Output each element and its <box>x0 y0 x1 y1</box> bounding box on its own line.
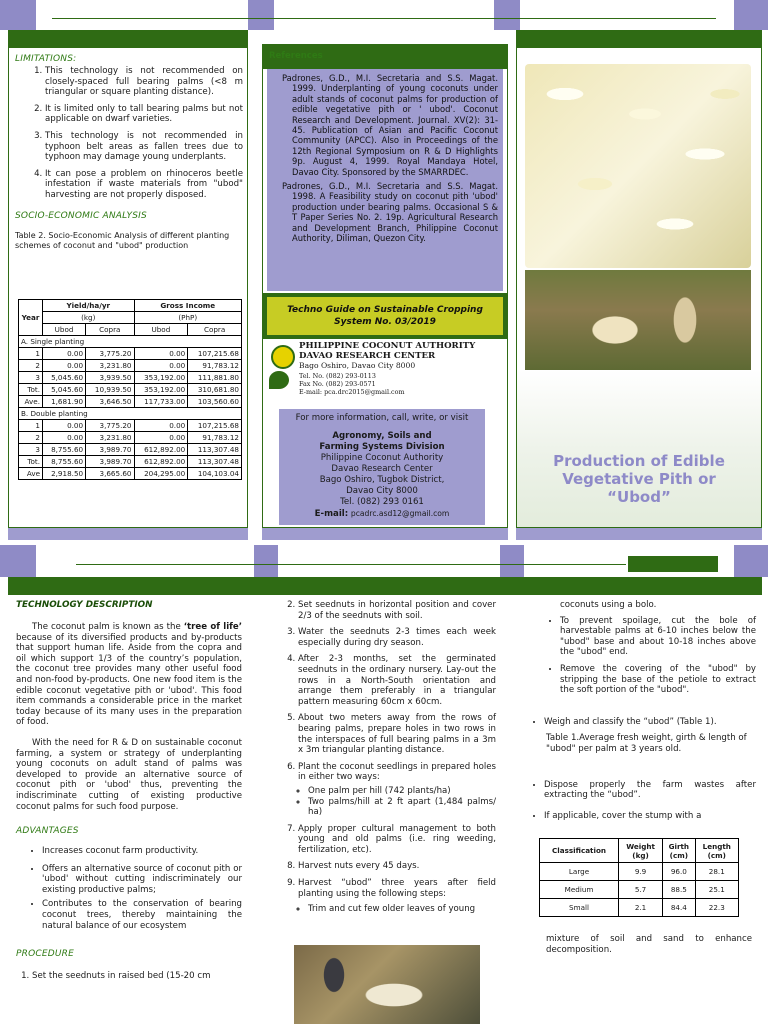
top-bottom-strip-right <box>516 528 762 540</box>
tech-p1-a: The coconut palm is known as the <box>32 622 184 632</box>
contact-division: Farming Systems Division <box>319 442 445 452</box>
table-cell: 3 <box>19 372 43 384</box>
table-cell: 113,307.48 <box>188 444 242 456</box>
table-row <box>19 456 242 468</box>
top-mid-strip2 <box>494 0 520 30</box>
table-cell: Tot. <box>19 384 43 396</box>
col-income-unit: (PhP) <box>134 312 241 324</box>
table-cell: 204,295.00 <box>134 468 188 480</box>
advantages-list <box>16 846 242 931</box>
reference-item: Padrones, G.D., M.I. Secretaria and S.S. Magat. 1999. Underplanting of young coconuts under adult stands of coconut palms for production of edible vegetative pith or ' ubod'. Coconut Research and Development. Journal. XV(2): 31-45. Publication of Asian and Pacific Coconut Community (APCC). Also in Proceedings of the 12th Regional Symposium on R & D Highlights 9p. August 4, 1999. Royal Mandaya Hotel, Davao City. Sponsored by the SMARRDEC. <box>282 73 498 177</box>
classification-rows <box>540 863 739 917</box>
table-cell: 3,775.20 <box>86 420 134 432</box>
step-item: 4. After 2-3 months, set the germinated seednuts in the ordinary nursery. Lay-out the rows in a North-South orientation and arrange them preferably in a triangular pattern measuring 60cm x 60cm. <box>298 654 496 707</box>
sub-header: Copra <box>188 324 242 336</box>
contact-intro: For more information, call, write, or visit <box>295 413 469 423</box>
classification-header-cell <box>663 839 696 863</box>
classification-cell: 22.3 <box>695 899 738 917</box>
table-cell: 3,665.60 <box>86 468 134 480</box>
table-cell: 3,989.70 <box>86 444 134 456</box>
classification-row <box>540 863 739 881</box>
references-heading: References <box>269 51 323 61</box>
weigh-item: • Weigh and classify the “ubod” (Table 1). <box>544 717 756 728</box>
classification-cell: 2.1 <box>619 899 663 917</box>
table-cell: 612,892.00 <box>134 456 188 468</box>
limitation-item: 3. This technology is not recommended in typhoon belt areas as fallen trees due to typhoon may damage young underplants. <box>45 131 243 163</box>
advantage-item: • Increases coconut farm productivity. <box>42 846 242 857</box>
procedure-heading: PROCEDURE <box>16 949 74 960</box>
step-item <box>298 878 496 915</box>
classification-cell: Large <box>540 863 619 881</box>
group-label: B. Double planting <box>19 408 242 420</box>
pca-email: E-mail: pca.drc2015@gmail.com <box>299 388 405 396</box>
table-row <box>19 348 242 360</box>
col-yield-unit: (kg) <box>43 312 135 324</box>
harvest-column <box>530 600 756 825</box>
pca-address: Bago Oshiro, Davao City 8000 <box>299 361 416 370</box>
advantages-heading: ADVANTAGES <box>16 826 79 837</box>
table-cell: 612,892.00 <box>134 444 188 456</box>
limitations-section <box>15 54 243 252</box>
contact-email-label: E-mail: <box>314 509 349 519</box>
classification-cell: 9.9 <box>619 863 663 881</box>
table-cell: 113,307.48 <box>188 456 242 468</box>
dispose-item: • Dispose properly the farm wastes after extracting the “ubod”. <box>544 780 756 801</box>
classification-header-cell <box>695 839 738 863</box>
contact-tel: Tel. (082) 293 0161 <box>340 497 424 507</box>
col-yield: Yield/ha/yr <box>43 300 135 312</box>
contact-email: pcadrc.asd12@gmail.com <box>350 509 450 518</box>
plant-way-item: ◦ Two palms/hill at 2 ft apart (1,484 palms/ ha) <box>308 797 496 818</box>
bottom-left-strip <box>0 545 36 577</box>
tech-p1-b: ‘tree of life’ <box>183 622 242 632</box>
top-bottom-strip-mid <box>262 528 508 540</box>
cover-title: Production of Edible Vegetative Pith or “Ubod” <box>553 452 725 506</box>
table-cell: 0.00 <box>134 348 188 360</box>
header-unit: (cm) <box>669 850 688 860</box>
procedure-list <box>16 971 242 982</box>
steps-list <box>282 600 496 915</box>
mixture-text: mixture of soil and sand to enhance decomposition. <box>546 934 752 955</box>
bottom-rule-box <box>628 556 718 572</box>
top-mid-strip <box>248 0 274 30</box>
table-cell: 2,918.50 <box>43 468 86 480</box>
table-cell: 5,045.60 <box>43 384 86 396</box>
references-box <box>267 69 503 291</box>
pca-tel: Tel. No. (082) 293-0113 <box>299 372 376 380</box>
header-label: Length <box>702 841 731 851</box>
procedure-step-1: 1. Set the seednuts in raised bed (15-20 cm <box>32 971 242 982</box>
stump-photo <box>525 270 751 370</box>
bottom-right-strip <box>734 545 768 577</box>
techno-box <box>267 297 503 335</box>
step-item: 8. Harvest nuts every 45 days. <box>298 861 496 872</box>
classification-header-row <box>540 839 739 863</box>
table-cell: 10,939.50 <box>86 384 134 396</box>
techno-title: Techno Guide on Sustainable Cropping System No. 03/2019 <box>287 305 483 327</box>
contact-email-line <box>279 508 485 520</box>
contact-city: Davao City 8000 <box>346 486 418 496</box>
table-row <box>19 384 242 396</box>
table-cell: 2 <box>19 432 43 444</box>
tech-paragraph-2: With the need for R & D on sustainable coconut farming, a system or strategy of underplanting young coconuts on adult stand of palms was developed to provide an alternative source of coconut pith or 'ubod' thus, preventing the indiscriminate cutting of existing productive coconut palms for such food purpose. <box>16 737 242 812</box>
harvest-step-item: ◦ Trim and cut few older leaves of young <box>308 904 496 915</box>
table-cell: 353,192.00 <box>134 384 188 396</box>
step-item: 7. Apply proper cultural management to both young and old palms (i.e. ring weeding, fertilization, etc). <box>298 824 496 856</box>
table-cell: 0.00 <box>43 432 86 444</box>
sub-header: Ubod <box>134 324 188 336</box>
table-cell: Ave <box>19 468 43 480</box>
table-cell: 5,045.60 <box>43 372 86 384</box>
col-income: Gross Income <box>134 300 241 312</box>
table-cell: 107,215.68 <box>188 348 242 360</box>
table-cell: 91,783.12 <box>188 432 242 444</box>
classification-cell: Small <box>540 899 619 917</box>
socio-heading: SOCIO-ECONOMIC ANALYSIS <box>15 210 147 221</box>
table-cell: 0.00 <box>43 360 86 372</box>
panel-cover <box>516 30 762 528</box>
limitation-item: 1. This technology is not recommended on closely-spaced full bearing palms (<8 m triangular or square planting distance). <box>45 66 243 98</box>
table-cell: Ave. <box>19 396 43 408</box>
plant-ways-list <box>298 786 496 818</box>
header-label: Weight <box>626 841 655 851</box>
table-row <box>19 444 242 456</box>
rows-double <box>19 420 242 480</box>
harvest-sub-item: • Remove the covering of the "ubod" by stripping the base of the petiole to extract the soft portion of the "ubod". <box>560 664 756 696</box>
ubod-photo <box>525 64 751 268</box>
table-row <box>19 360 242 372</box>
pca-logo <box>271 345 295 369</box>
tech-p1-c: because of its diversified products and by-products that support human life. Aside from the copra and oil which support 1/3 of the country’s population, the coconut tree provides many other useful food and non-food by-products. One new food item is the edible coconut vegetative pith or 'ubod'. This food item commands a considerable price in the market today because of its many uses in the preparation of food. <box>16 632 242 728</box>
limitation-item: 4. It can pose a problem on rhinoceros beetle infestation if waste materials from "ubod" harvesting are not properly disposed. <box>45 169 243 201</box>
classification-cell: 28.1 <box>695 863 738 881</box>
sub-header: Ubod <box>43 324 86 336</box>
step-harvest-text: Harvest “ubod” three years after field planting using the following steps: <box>298 878 496 899</box>
step-item <box>298 762 496 818</box>
plant-way-item: ◦ One palm per hill (742 plants/ha) <box>308 786 496 797</box>
tech-column <box>16 600 242 986</box>
steps-column <box>282 600 496 919</box>
table-cell: 103,560.60 <box>188 396 242 408</box>
header-label: Classification <box>552 846 607 855</box>
step-item: 3. Water the seednuts 2-3 times each week especially during dry season. <box>298 627 496 648</box>
dispose-list <box>530 780 756 822</box>
top-right-strip <box>734 0 768 30</box>
contact-center: Davao Research Center <box>331 464 433 474</box>
limitation-item: 2. It is limited only to tall bearing palms but not applicable on dwarf varieties. <box>45 104 243 125</box>
table-cell: 0.00 <box>134 360 188 372</box>
header-unit: (cm) <box>707 850 726 860</box>
table-cell: 0.00 <box>134 420 188 432</box>
col-year: Year <box>19 300 43 336</box>
table-row <box>19 468 242 480</box>
weigh-list <box>530 717 756 728</box>
harvest-list <box>298 904 496 915</box>
bottom-mid-strip <box>254 545 278 577</box>
group-label: A. Single planting <box>19 336 242 348</box>
reference-item: Padrones, G.D., M.I. Secretaria and S.S. Magat. 1998. A Feasibility study on coconut pith 'ubod' production under bearing palms. Occasional S & T Paper Series No. 2. 19p. Agricultural Research and Development Branch, Philippine Coconut Authority, Diliman, Quezon City. <box>282 181 498 244</box>
classification-cell: 25.1 <box>695 881 738 899</box>
table-cell: 104,103.04 <box>188 468 242 480</box>
table-cell: 117,733.00 <box>134 396 188 408</box>
table-cell: 3,231.80 <box>86 360 134 372</box>
table-cell: 111,881.80 <box>188 372 242 384</box>
contact-division: Agronomy, Soils and <box>332 431 432 441</box>
table-cell: 3,939.50 <box>86 372 134 384</box>
table-cell: 8,755.60 <box>43 444 86 456</box>
classification-cell: 88.5 <box>663 881 696 899</box>
tech-heading: TECHNOLOGY DESCRIPTION <box>16 600 153 610</box>
limitations-heading: LIMITATIONS: <box>15 54 77 64</box>
table-cell: 2 <box>19 360 43 372</box>
step-item: 5. About two meters away from the rows of bearing palms, prepare holes in two rows in the interspaces of full bearing palms in a 3m x 3m triangular planting distance. <box>298 713 496 755</box>
table-cell: 0.00 <box>43 348 86 360</box>
pca-name: PHILIPPINE COCONUT AUTHORITY <box>299 341 476 351</box>
table-cell: 310,681.80 <box>188 384 242 396</box>
pca-fax: Fax No. (082) 293-0571 <box>299 380 376 388</box>
table1-caption: Table 1.Average fresh weight, girth & length of "ubod" per palm at 3 years old. <box>546 733 747 754</box>
rows-single <box>19 348 242 408</box>
pca-center: DAVAO RESEARCH CENTER <box>299 351 436 361</box>
harvest-photo <box>294 945 480 1024</box>
pca-block <box>299 341 505 396</box>
table-cell: 0.00 <box>134 432 188 444</box>
top-left-strip <box>0 0 36 30</box>
bottom-rule <box>76 564 626 565</box>
step-plant-text: Plant the coconut seedlings in prepared holes in either two ways: <box>298 761 496 783</box>
limitations-list <box>15 66 243 201</box>
classification-header-cell <box>540 839 619 863</box>
table-cell: 1 <box>19 420 43 432</box>
table-row <box>19 420 242 432</box>
contact-address: Bago Oshiro, Tugbok District, <box>319 475 445 485</box>
table-cell: 91,783.12 <box>188 360 242 372</box>
advantage-item: • Offers an alternative source of coconut pith or 'ubod' without cutting indiscriminately our existing productive palms; <box>42 864 242 896</box>
table-row <box>19 432 242 444</box>
contact-org: Philippine Coconut Authority <box>320 453 444 463</box>
panel-references <box>262 44 508 528</box>
techno-band <box>263 293 507 339</box>
classification-cell: 5.7 <box>619 881 663 899</box>
table-cell: 3,989.70 <box>86 456 134 468</box>
pca-logo-leaf <box>269 371 289 389</box>
table-cell: 8,755.60 <box>43 456 86 468</box>
classification-cell: 84.4 <box>663 899 696 917</box>
table-cell: 1 <box>19 348 43 360</box>
bottom-header-bar <box>8 577 762 595</box>
classification-header-cell <box>619 839 663 863</box>
table-cell: 3,231.80 <box>86 432 134 444</box>
table-cell: 3 <box>19 444 43 456</box>
advantage-item: • Contributes to the conservation of bearing coconut trees, thereby maintaining the natural balance of our ecosystem <box>42 899 242 931</box>
harvest-sub-item: • To prevent spoilage, cut the bole of harvestable palms at 6-10 inches below the "ubod" base and about 10-18 inches above the "ubod" end. <box>560 616 756 658</box>
header-unit: (kg) <box>632 850 649 860</box>
header-label: Girth <box>668 841 690 851</box>
sub-header: Copra <box>86 324 134 336</box>
table-row <box>19 372 242 384</box>
table-cell: 0.00 <box>43 420 86 432</box>
harvest-continued: coconuts using a bolo. <box>560 600 657 610</box>
classification-cell: Medium <box>540 881 619 899</box>
top-rule <box>52 18 716 19</box>
table-cell: Tot. <box>19 456 43 468</box>
classification-table <box>539 838 739 917</box>
classification-row <box>540 881 739 899</box>
step-item: 2. Set seednuts in horizontal position and cover 2/3 of the seednuts with soil. <box>298 600 496 621</box>
table-cell: 107,215.68 <box>188 420 242 432</box>
tech-paragraph <box>16 622 242 728</box>
table-cell: 3,775.20 <box>86 348 134 360</box>
socio-table <box>18 299 242 480</box>
table-row <box>19 396 242 408</box>
classification-row <box>540 899 739 917</box>
harvest-sub-list <box>530 616 756 696</box>
top-bottom-strip-left <box>8 528 248 540</box>
table-cell: 1,681.90 <box>43 396 86 408</box>
contact-box <box>279 409 485 525</box>
panel-limitations <box>8 30 248 528</box>
table-cell: 3,646.50 <box>86 396 134 408</box>
table-cell: 353,192.00 <box>134 372 188 384</box>
bottom-mid-strip2 <box>500 545 524 577</box>
cover-item: • If applicable, cover the stump with a <box>544 811 756 822</box>
socio-caption: Table 2. Socio-Economic Analysis of different planting schemes of coconut and "ubod" production <box>15 230 230 251</box>
classification-cell: 96.0 <box>663 863 696 881</box>
